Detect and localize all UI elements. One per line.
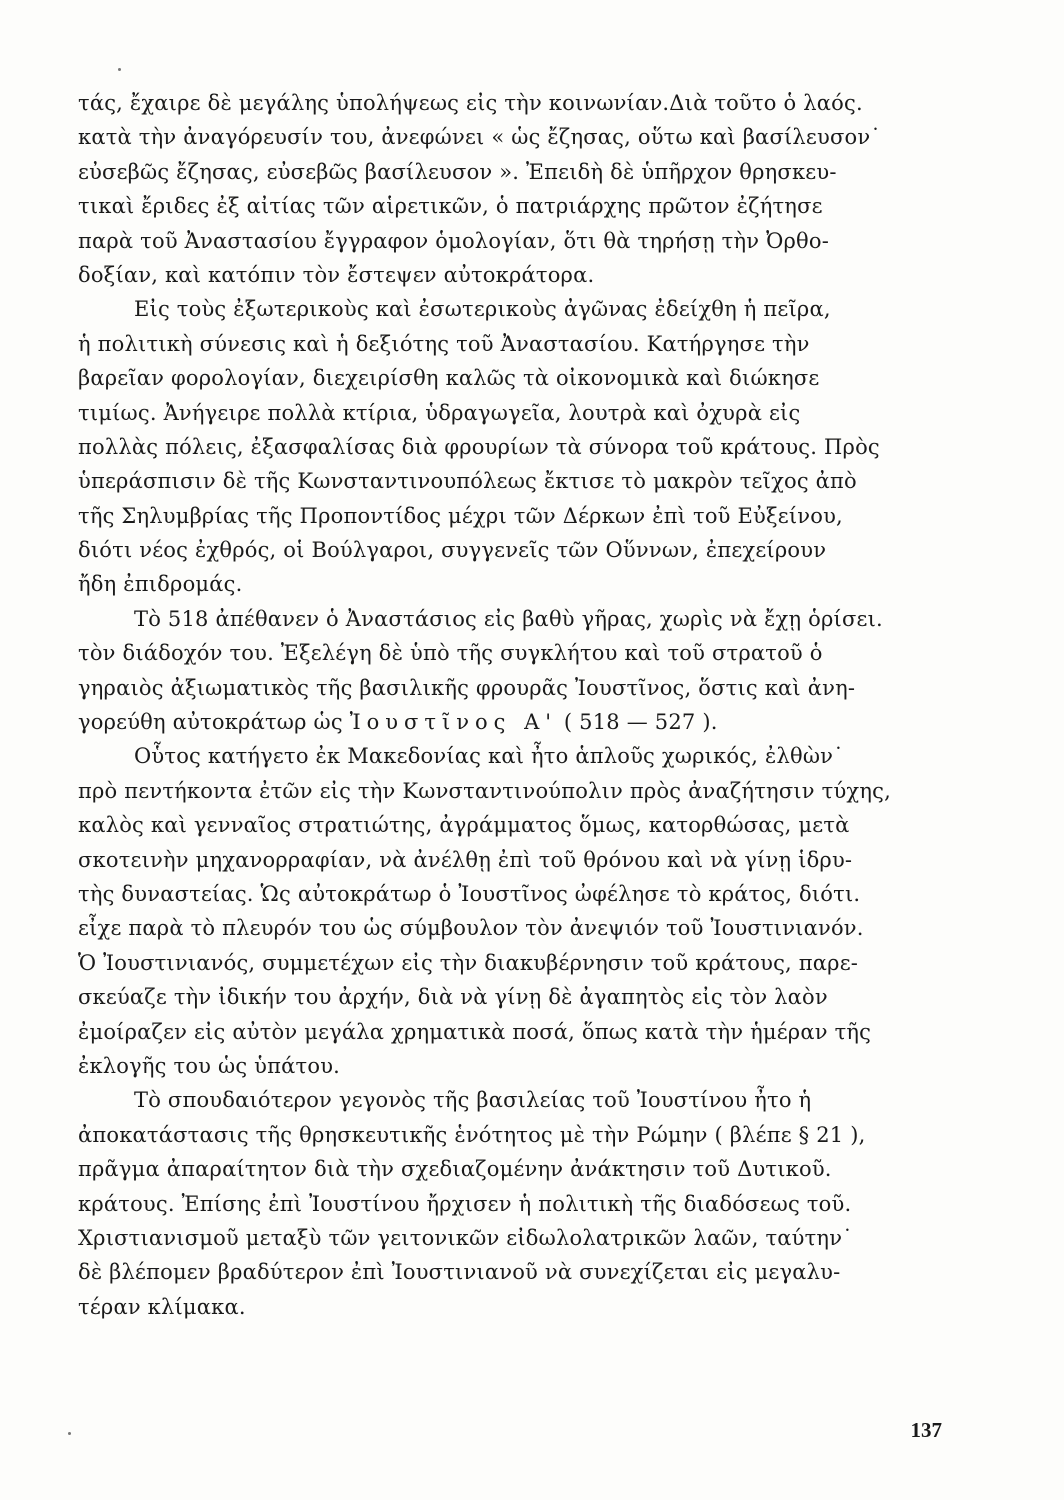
- text-line: ἤδη ἐπιδρομάς.: [78, 572, 243, 597]
- text-line: κατὰ τὴν ἀναγόρευσίν του, ἀνεφώνει « ὡς ἔζησας, οὕτω καὶ βασίλευσον˙: [78, 125, 882, 150]
- text-line: [78, 705, 940, 739]
- reign-dates: ( 518 — 527 ).: [563, 710, 718, 735]
- print-speck: [68, 1432, 71, 1435]
- text-line: σκοτεινὴν μηχανορραφίαν, νὰ ἀνέλθῃ ἐπὶ τοῦ θρόνου καὶ νὰ γίνῃ ἱδρυ-: [78, 847, 853, 872]
- body-text: [78, 86, 940, 1324]
- print-speck: [118, 68, 121, 71]
- text-line: ἐμοίραζεν εἰς αὐτὸν μεγάλα χρηματικὰ ποσά, ὅπως κατὰ τὴν ἡμέραν τῆς: [78, 1019, 872, 1044]
- text-line: καλὸς καὶ γενναῖος στρατιώτης, ἀγράμματος ὅμως, κατορθώσας, μετὰ: [78, 813, 850, 838]
- text-line: πολλὰς πόλεις, ἐξασφαλίσας διὰ φρουρίων τὰ σύνορα τοῦ κράτους. Πρὸς: [78, 434, 880, 459]
- paragraph-start-line: Εἰς τοὺς ἐξωτερικοὺς καὶ ἐσωτερικοὺς ἀγῶνας ἐδείχθη ἡ πεῖρα,: [134, 297, 831, 322]
- text-line: εὐσεβῶς ἔζησας, εὐσεβῶς βασίλευσον ». Ἐπειδὴ δὲ ὑπῆρχον θρησκευ-: [78, 159, 837, 184]
- paragraph-start-line: Οὗτος κατήγετο ἐκ Μακεδονίας καὶ ἦτο ἁπλοῦς χωρικός, ἐλθὼν˙: [134, 744, 844, 769]
- text-line: τιμίως. Ἀνήγειρε πολλὰ κτίρια, ὑδραγωγεῖα, λουτρὰ καὶ ὀχυρὰ εἰς: [78, 400, 801, 425]
- text-line: τὴς δυναστείας. Ὡς αὐτοκράτωρ ὁ Ἰουστῖνος ὠφέλησε τὸ κράτος, διότι.: [78, 881, 861, 906]
- emperor-name-spaced: Ἰουστῖνος Α': [349, 710, 558, 735]
- text-line: τὸν διάδοχόν του. Ἐξελέγη δὲ ὑπὸ τῆς συγκλήτου καὶ τοῦ στρατοῦ ὁ: [78, 641, 823, 666]
- text-line: Ὁ Ἰουστινιανός, συμμετέχων εἰς τὴν διακυβέρνησιν τοῦ κράτους, παρε-: [78, 950, 859, 975]
- text-line: Χριστιανισμοῦ μεταξὺ τῶν γειτονικῶν εἰδωλολατρικῶν λαῶν, ταύτην˙: [78, 1225, 853, 1250]
- text-line: σκεύαζε τὴν ἰδικήν του ἀρχήν, διὰ νὰ γίνῃ δὲ ἀγαπητὸς εἰς τὸν λαὸν: [78, 985, 828, 1010]
- text-line: κράτους. Ἐπίσης ἐπὶ Ἰουστίνου ἤρχισεν ἡ πολιτικὴ τῆς διαδόσεως τοῦ.: [78, 1191, 852, 1216]
- text-fragment: γορεύθη αὐτοκράτωρ ὡς: [78, 710, 343, 735]
- text-line: τέραν κλίμακα.: [78, 1294, 246, 1319]
- text-line: δὲ βλέπομεν βραδύτερον ἐπὶ Ἰουστινιανοῦ νὰ συνεχίζεται εἰς μεγαλυ-: [78, 1260, 841, 1285]
- text-line: τικαὶ ἔριδες ἐξ αἰτίας τῶν αἱρετικῶν, ὁ πατριάρχης πρῶτον ἐζήτησε: [78, 194, 823, 219]
- text-line: βαρεῖαν φορολογίαν, διεχειρίσθη καλῶς τὰ οἰκονομικὰ καὶ διώκησε: [78, 366, 820, 391]
- text-line: ἐκλογῆς του ὡς ὑπάτου.: [78, 1053, 341, 1078]
- page-number: 137: [910, 1418, 942, 1442]
- text-line: τάς, ἔχαιρε δὲ μεγάλης ὑπολήψεως εἰς τὴν κοινωνίαν.Διὰ τοῦτο ὁ λαός.: [78, 91, 863, 115]
- text-line: δοξίαν, καὶ κατόπιν τὸν ἔστεψεν αὐτοκράτορα.: [78, 262, 595, 287]
- paragraph-start-line: Τὸ 518 ἀπέθανεν ὁ Ἀναστάσιος εἰς βαθὺ γῆρας, χωρὶς νὰ ἔχῃ ὁρίσει.: [134, 606, 883, 631]
- text-line: πρὸ πεντήκοντα ἐτῶν εἰς τὴν Κωνσταντινούπολιν πρὸς ἀναζήτησιν τύχης,: [78, 778, 891, 803]
- text-line: ἡ πολιτικὴ σύνεσις καὶ ἡ δεξιότης τοῦ Ἀναστασίου. Κατήργησε τὴν: [78, 331, 810, 356]
- text-line: τῆς Σηλυμβρίας τῆς Προποντίδος μέχρι τῶν Δέρκων ἐπὶ τοῦ Εὐξείνου,: [78, 503, 843, 528]
- text-line: παρὰ τοῦ Ἀναστασίου ἔγγραφον ὁμολογίαν, ὅτι θὰ τηρήσῃ τὴν Ὀρθο-: [78, 228, 830, 253]
- text-line: ἀποκατάστασις τῆς θρησκευτικῆς ἑνότητος μὲ τὴν Ρώμην ( βλέπε § 21 ),: [78, 1122, 866, 1147]
- text-line: διότι νέος ἐχθρός, οἱ Βούλγαροι, συγγενεῖς τῶν Οὕννων, ἐπεχείρουν: [78, 538, 827, 563]
- text-line: εἶχε παρὰ τὸ πλευρόν του ὡς σύμβουλον τὸν ἀνεψιόν τοῦ Ἰουστινιανόν.: [78, 916, 864, 941]
- text-line: γηραιὸς ἀξιωματικὸς τῆς βασιλικῆς φρουρᾶς Ἰουστῖνος, ὅστις καὶ ἀνη-: [78, 675, 856, 700]
- paragraph-start-line: Τὸ σπουδαιότερον γεγονὸς τῆς βασιλείας τοῦ Ἰουστίνου ἦτο ἡ: [134, 1088, 812, 1113]
- text-line: πρᾶγμα ἀπαραίτητον διὰ τὴν σχεδιαζομένην ἀνάκτησιν τοῦ Δυτικοῦ.: [78, 1157, 832, 1182]
- text-line: ὑπεράσπισιν δὲ τῆς Κωνσταντινουπόλεως ἔκτισε τὸ μακρὸν τεῖχος ἀπὸ: [78, 469, 857, 494]
